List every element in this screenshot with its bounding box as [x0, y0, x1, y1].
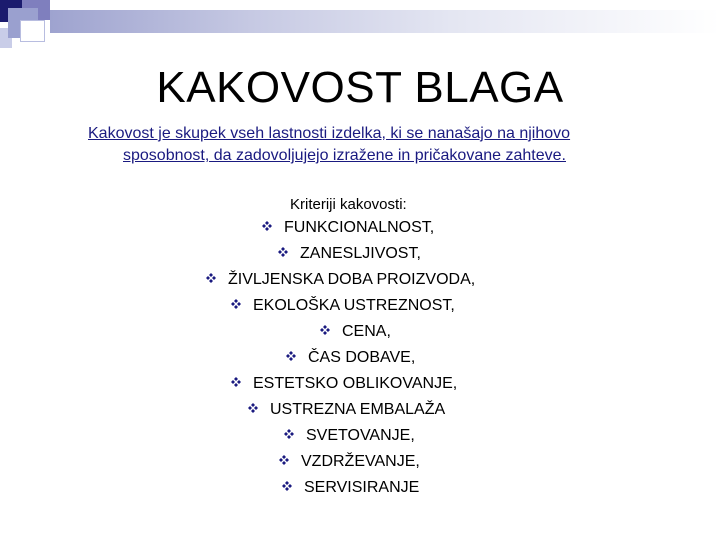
definition-line-1: Kakovost je skupek vseh lastnosti izdelka, ki se nanašajo na njihovo [88, 125, 571, 142]
diamond-bullet-icon [248, 403, 258, 413]
list-item [231, 374, 457, 394]
list-item [286, 348, 415, 368]
list-item-label: USTREZNA EMBALAŽA [270, 401, 446, 418]
criteria-title: Kriteriji kakovosti: [290, 196, 407, 213]
list-item-label: ŽIVLJENSKA DOBA PROIZVODA, [228, 271, 476, 288]
list-item-label: EKOLOŠKA USTREZNOST, [253, 297, 455, 314]
list-item [284, 426, 415, 446]
list-item [248, 400, 445, 420]
page-title: KAKOVOST BLAGA [156, 63, 564, 112]
diamond-bullet-icon [206, 273, 216, 283]
diamond-bullet-icon [278, 247, 288, 257]
diamond-bullet-icon [282, 481, 292, 491]
list-item-label: SVETOVANJE, [306, 427, 415, 444]
list-item [320, 322, 391, 342]
diamond-bullet-icon [284, 429, 294, 439]
diamond-bullet-icon [279, 455, 289, 465]
list-item-label: ESTETSKO OBLIKOVANJE, [253, 375, 458, 392]
list-item-label: ZANESLJIVOST, [300, 245, 421, 262]
list-item [206, 270, 475, 290]
diamond-bullet-icon [262, 221, 272, 231]
diamond-bullet-icon [286, 351, 296, 361]
diamond-bullet-icon [231, 377, 241, 387]
list-item [231, 296, 455, 316]
list-item [262, 218, 434, 238]
diamond-bullet-icon [231, 299, 241, 309]
list-item-label: SERVISIRANJE [304, 479, 420, 496]
list-item-label: VZDRŽEVANJE, [301, 453, 420, 470]
list-item [282, 478, 419, 498]
list-item-label: ČAS DOBAVE, [308, 349, 416, 366]
definition-line-2-text: sposobnost, da zadovoljujejo izražene in pričakovane zahteve. [123, 147, 566, 164]
list-item [279, 452, 420, 472]
list-item [278, 244, 421, 264]
diamond-bullet-icon [320, 325, 330, 335]
list-item-label: CENA, [342, 323, 391, 340]
list-item-label: FUNKCIONALNOST, [284, 219, 435, 236]
